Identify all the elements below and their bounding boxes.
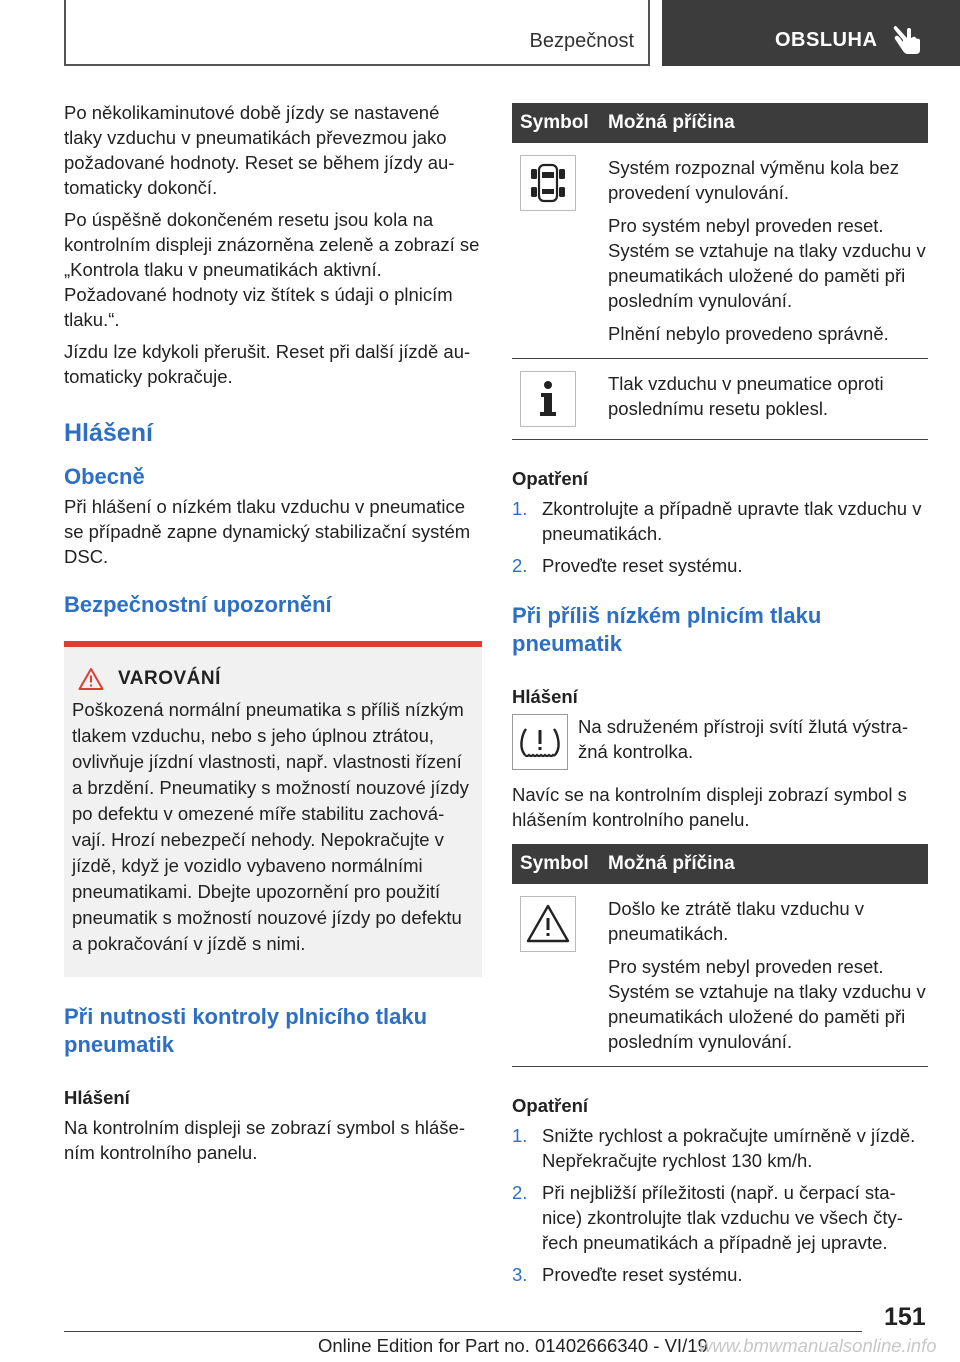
table-row xyxy=(512,884,928,1067)
cause-text: Pro systém nebyl proveden reset. Systém se vztahuje na tlaky vzduchu v pneumatikách uložené do paměti při posledním vynulování. xyxy=(608,956,926,1052)
header-chapter-title: OBSLUHA xyxy=(775,29,878,51)
measures-list-1 xyxy=(512,496,928,578)
measures-list-2 xyxy=(512,1123,928,1287)
heading-low-pressure: Při příliš nízkém plnicím tlaku pneumatik xyxy=(512,603,822,656)
hand-pointer-icon xyxy=(893,24,923,56)
table-row xyxy=(512,143,928,359)
info-icon xyxy=(525,376,571,422)
cause-text: Došlo ke ztrátě tlaku vzduchu v pneumatikách. xyxy=(608,898,865,944)
paragraph-reset-takeover: Po několikaminutové době jízdy se nastavené tlaky vzduchu v pneumatikách převezmou jako požadované hodnoty. Reset se během jízdy au‐tomaticky dokončí. xyxy=(64,102,455,198)
cause-text: Tlak vzduchu v pneumatice oproti poslednímu resetu poklesl. xyxy=(608,373,884,419)
list-item: 2. Proveďte reset systému. xyxy=(512,555,743,576)
table-header-cause: Možná příčina xyxy=(600,844,928,884)
paragraph-reset-success: Po úspěšně dokončeném resetu jsou kola na kontrolním displeji znázorněna zeleně a zobrazí se „Kontrola tlaku v pneumatikách aktivní. Požadované hodnoty viz štítek s údaji o plnicím tlaku.“. xyxy=(64,209,480,330)
warning-title: VAROVÁNÍ xyxy=(118,668,221,689)
warning-text: Poškozená normální pneumatika s příliš nízkým tlakem vzduchu, nebo s jeho úplnou ztrátou, ovlivňuje jízdní vlastnosti, např. vlastnosti řízení a brzdění. Pneumatiky s možností nouzové jízdy po defektu v omezené míře stabilitu zachová‐vají. Hrozí nebezpečí nehody. Nepokračujte v jízdě, když je vozidlo vybaveno normálními pneumatikami. Dbejte upozornění pro použití pneumatik s možností nouzové jízdy po defektu a pokračování v jízdě s nimi. xyxy=(72,699,469,954)
heading-obecne: Obecně xyxy=(64,464,145,489)
symbol-table-2 xyxy=(512,844,928,1067)
table-header-symbol: Symbol xyxy=(512,103,600,143)
paragraph-display-symbol-2: Navíc se na kontrolním displeji zobrazí symbol s hlášením kontrolního panelu. xyxy=(512,784,907,830)
indicator-text: Na sdruženém přístroji svítí žlutá výstra‐žná kontrolka. xyxy=(578,716,909,762)
list-item: 3. Proveďte reset systému. xyxy=(512,1264,743,1285)
list-item: 1. Snižte rychlost a pokračujte umírněně v jízdě. Nepřekračujte rychlost 130 km/h. xyxy=(512,1125,916,1171)
warning-triangle-icon xyxy=(525,901,571,947)
table-row xyxy=(512,359,928,440)
car-wheels-icon xyxy=(525,160,571,206)
table-header-symbol: Symbol xyxy=(512,844,600,884)
heading-measures-1: Opatření xyxy=(512,468,589,489)
heading-safety-notes: Bezpečnostní upozornění xyxy=(64,592,332,617)
left-column xyxy=(64,100,482,1172)
heading-message-2: Hlášení xyxy=(512,686,578,707)
footer-edition: Online Edition for Part no. 01402666340 - VI/19 xyxy=(318,1335,708,1356)
symbol-table-1 xyxy=(512,103,928,440)
warning-header xyxy=(72,667,474,691)
warning-box xyxy=(64,641,482,977)
symbol-box xyxy=(512,714,568,770)
header-section-title: Bezpečnost xyxy=(529,30,634,52)
paragraph-reset-interrupt: Jízdu lze kdykoli přerušit. Reset při další jízdě au‐tomaticky pokračuje. xyxy=(64,341,471,387)
footer-watermark: www.bmwmanualsonline.info xyxy=(699,1335,937,1356)
heading-hlaseni: Hlášení xyxy=(64,419,153,447)
cause-text: Plnění nebylo provedeno správně. xyxy=(608,323,889,344)
heading-measures-2: Opatření xyxy=(512,1095,589,1116)
list-item: 2. Při nejbližší příležitosti (např. u čerpací sta‐nice) zkontrolujte tlak vzduchu ve všech čty‐řech pneumatikách a případně jej upravte. xyxy=(512,1182,903,1253)
symbol-box xyxy=(520,155,576,211)
paragraph-display-symbol: Na kontrolním displeji se zobrazí symbol s hláše‐ním kontrolního panelu. xyxy=(64,1117,465,1163)
cause-text: Pro systém nebyl proveden reset. Systém se vztahuje na tlaky vzduchu v pneumatikách uložené do paměti při posledním vynulování. xyxy=(608,215,926,311)
page-header xyxy=(0,0,960,66)
indicator-row xyxy=(512,714,928,770)
tire-pressure-warning-icon xyxy=(517,719,563,765)
symbol-box xyxy=(520,371,576,427)
table-header-cause: Možná příčina xyxy=(600,103,928,143)
footer-divider xyxy=(64,1331,862,1332)
cause-text: Systém rozpoznal výměnu kola bez provedení vynulování. xyxy=(608,157,899,203)
symbol-box xyxy=(520,896,576,952)
list-item: 1. Zkontrolujte a případně upravte tlak vzduchu v pneumatikách. xyxy=(512,498,922,544)
page-number: 151 xyxy=(884,1303,926,1331)
right-column xyxy=(512,103,928,1294)
heading-message: Hlášení xyxy=(64,1087,130,1108)
warning-triangle-icon xyxy=(78,667,104,691)
paragraph-dsc: Při hlášení o nízkém tlaku vzduchu v pneumatice se případně zapne dynamický stabilizační systém DSC. xyxy=(64,496,471,567)
heading-pressure-check: Při nutnosti kontroly plnicího tlaku pneumatik xyxy=(64,1004,428,1057)
